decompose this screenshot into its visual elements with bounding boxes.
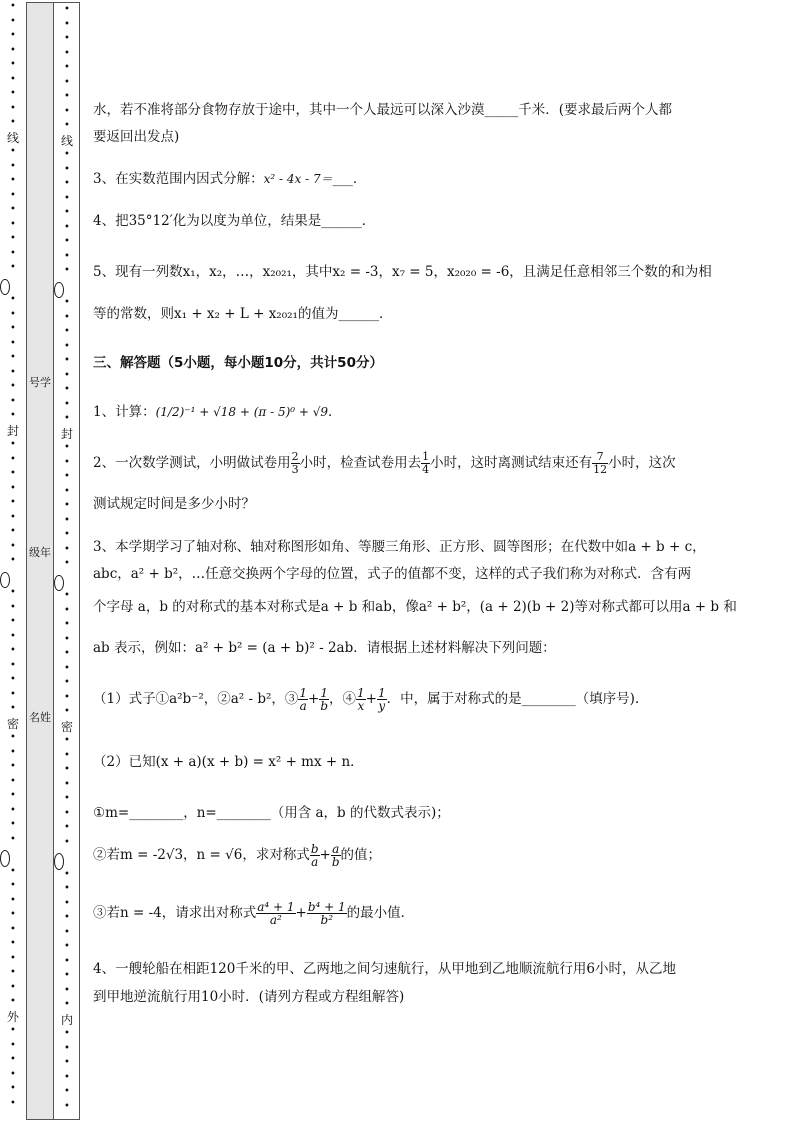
- dot: •: [10, 468, 16, 479]
- dot: •: [10, 189, 16, 201]
- dot: •: [10, 73, 16, 85]
- fraction-2-3: $\frac{2}{3}$: [291, 450, 299, 476]
- dot: •: [10, 88, 16, 99]
- outer-dot-line: [0, 0, 26, 1111]
- dot: •: [10, 439, 16, 450]
- dot: •: [10, 102, 16, 114]
- dot: •: [64, 178, 70, 189]
- dot: •: [10, 1039, 16, 1051]
- dot: •: [64, 442, 70, 453]
- dot: •: [64, 355, 70, 366]
- dot: •: [64, 4, 70, 15]
- dot: •: [64, 47, 70, 59]
- dot: •: [64, 619, 70, 630]
- dot: •: [10, 540, 16, 552]
- dot: •: [64, 691, 70, 703]
- dot: •: [10, 688, 16, 700]
- dot: •: [64, 18, 70, 30]
- dot: •: [64, 590, 70, 601]
- dot: •: [64, 633, 70, 645]
- dot: •: [64, 897, 70, 909]
- outer-binding-column: [0, 0, 26, 1123]
- outer-mark-char: 线: [6, 130, 19, 145]
- dot: •: [64, 384, 70, 395]
- dot: •: [64, 326, 70, 337]
- dot: •: [64, 120, 70, 131]
- dot: •: [64, 868, 70, 880]
- dot: •: [10, 761, 16, 772]
- dot: •: [64, 764, 70, 775]
- dot: •: [10, 938, 16, 949]
- dot: •: [64, 1028, 70, 1039]
- dot: •: [10, 1, 16, 12]
- dot: •: [10, 967, 16, 978]
- dot: •: [64, 749, 70, 761]
- dot: •: [10, 923, 16, 935]
- dot: •: [64, 207, 70, 218]
- dot: •: [64, 984, 70, 996]
- dot: •: [64, 912, 70, 923]
- inner-mark-char: 封: [60, 426, 73, 441]
- dot: •: [64, 471, 70, 482]
- dot: •: [64, 807, 70, 819]
- problem-1: 1、计算：(1/2)⁻¹ + √18 + (π - 5)⁰ + √9．: [93, 404, 342, 420]
- dot: •: [10, 117, 16, 128]
- dot: •: [10, 587, 16, 598]
- dot: •: [64, 543, 70, 555]
- q2-continuation: 水，若不准将部分食物存放于途中，其中一个人最远可以深入沙漠_____千米．(要求最后两个人都: [93, 102, 673, 118]
- dot: •: [10, 233, 16, 244]
- dot: •: [10, 555, 16, 566]
- dot: •: [64, 398, 70, 410]
- dot: •: [10, 497, 16, 508]
- dot: •: [10, 790, 16, 801]
- part-1: （1）式子①a²b⁻²，②a² - b²，③ $\frac{1}{a}$ + $\frac{1}{b}$ ，④ $\frac{1}{x}$ + $\frac{1}{y}$ ．中，属于对称式的是________（填序号).: [93, 686, 640, 713]
- inner-circle-mark: [54, 282, 80, 297]
- dot: •: [10, 775, 16, 787]
- inner-mark-char: 密: [60, 719, 73, 734]
- dot: •: [10, 337, 16, 349]
- dot: •: [10, 833, 16, 845]
- dot: •: [10, 630, 16, 642]
- problem-3-line-4: ab 表示，例如：a² + b² = (a + b)² - 2ab．请根据上述材料解决下列问题：: [93, 640, 556, 656]
- dot: •: [64, 706, 70, 717]
- dot: •: [10, 262, 16, 273]
- inner-binding-column: [54, 2, 80, 1120]
- dot: •: [64, 1086, 70, 1097]
- dot: •: [10, 352, 16, 363]
- dot: •: [10, 1097, 16, 1109]
- dot: •: [64, 793, 70, 804]
- dot: •: [64, 941, 70, 952]
- dot: •: [10, 453, 16, 465]
- fraction-7-12: $\frac{7}{12}$: [593, 450, 608, 476]
- dot: •: [64, 1057, 70, 1068]
- fraction-1-4: $\frac{1}{4}$: [422, 450, 430, 476]
- dot: •: [64, 500, 70, 511]
- dot: •: [10, 218, 16, 230]
- dot: •: [64, 105, 70, 117]
- dot: •: [64, 311, 70, 323]
- dot: •: [10, 659, 16, 671]
- outer-circle-mark: [0, 572, 26, 587]
- dot: •: [10, 204, 16, 215]
- dot: •: [10, 1068, 16, 1080]
- dot: •: [10, 44, 16, 56]
- dot: •: [64, 883, 70, 894]
- dot: •: [64, 265, 70, 276]
- problem-4-line-2: 到甲地逆流航行用10小时．(请列方程或方程组解答): [93, 989, 405, 1005]
- dot: •: [64, 91, 70, 102]
- problem-4-line-1: 4、一艘轮船在相距120千米的甲、乙两地之间匀速航行，从甲地到乙地顺流航行用6小时，从乙地: [93, 961, 676, 977]
- outer-circle-mark: [0, 850, 26, 865]
- inner-mark-char: 线: [60, 133, 73, 148]
- dot: •: [64, 456, 70, 468]
- dot: •: [64, 163, 70, 175]
- dot: •: [10, 674, 16, 685]
- dot: •: [64, 529, 70, 540]
- dot: •: [64, 677, 70, 688]
- dot: •: [10, 732, 16, 743]
- dot: •: [64, 76, 70, 88]
- label-student-number: 号学: [29, 376, 51, 389]
- dot: •: [10, 865, 16, 877]
- dot: •: [64, 735, 70, 746]
- inner-circle-mark: [54, 853, 80, 868]
- inner-dot-line: [54, 3, 80, 1114]
- dot: •: [64, 62, 70, 73]
- dot: •: [10, 294, 16, 305]
- dot: •: [64, 221, 70, 233]
- problem-3-line-2: abc，a² + b²，…任意交换两个字母的位置，式子的值都不变，这样的式子我们称为对称式．含有两: [93, 566, 692, 582]
- label-class: 级年: [29, 546, 51, 559]
- problem-2-line-2: 测试规定时间是多少小时？: [93, 496, 255, 512]
- question-5-line-2: 等的常数，则x₁ + x₂ + L + x₂₀₂₁的值为______．: [93, 306, 393, 322]
- dot: •: [64, 1100, 70, 1112]
- dot: •: [10, 160, 16, 172]
- dot: •: [10, 526, 16, 537]
- dot: •: [10, 366, 16, 378]
- question-5-line-1: 5、现有一列数x₁，x₂，…，x₂₀₂₁，其中x₂ = -3，x₇ = 5，x₂₀₂₀ = -6，且满足任意相邻三个数的和为相: [93, 264, 712, 280]
- dot: •: [64, 822, 70, 833]
- dot: •: [64, 149, 70, 160]
- student-info-strip: [26, 2, 54, 1120]
- dot: •: [64, 413, 70, 424]
- inner-mark-char: 内: [60, 1012, 73, 1027]
- dot: •: [10, 601, 16, 613]
- dot: •: [64, 485, 70, 497]
- dot: •: [10, 746, 16, 758]
- dot: •: [10, 482, 16, 494]
- dot: •: [64, 604, 70, 616]
- dot: •: [10, 410, 16, 421]
- problem-3-line-3: 个字母 a，b 的对称式的基本对称式是a + b 和ab，像a² + b²，(a + 2)(b + 2)等对称式都可以用a + b 和: [93, 599, 737, 615]
- dot: •: [10, 381, 16, 392]
- inner-circle-mark: [54, 575, 80, 590]
- dot: •: [10, 1025, 16, 1036]
- part-2: （2）已知(x + a)(x + b) = x² + mx + n．: [93, 754, 364, 770]
- question-4: 4、把35°12′化为以度为单位，结果是______．: [93, 213, 376, 229]
- outer-mark-char: 密: [6, 716, 19, 731]
- dot: •: [10, 981, 16, 993]
- dot: •: [10, 880, 16, 891]
- part-2-3: ③若n = -4，请求出对称式 $\frac{\text{a⁴ + 1}}{\text{a²}}$ + $\frac{\text{b⁴ + 1}}{\text{b²}}$ 的最小值．: [93, 900, 415, 927]
- dot: •: [10, 146, 16, 157]
- dot: •: [10, 59, 16, 70]
- dot: •: [64, 236, 70, 247]
- dot: •: [10, 323, 16, 334]
- dot: •: [64, 192, 70, 204]
- dot: •: [10, 15, 16, 27]
- dot: •: [64, 778, 70, 790]
- dot: •: [10, 819, 16, 830]
- dot: •: [10, 511, 16, 523]
- dot: •: [10, 1054, 16, 1065]
- dot: •: [64, 970, 70, 981]
- part-2-1: ①m=________，n=________（用含 a，b 的代数式表示)；: [93, 805, 450, 821]
- outer-mark-char: 外: [6, 1009, 19, 1024]
- dot: •: [64, 369, 70, 381]
- dot: •: [64, 1042, 70, 1054]
- dot: •: [64, 297, 70, 308]
- dot: •: [10, 308, 16, 320]
- question-3: 3、在实数范围内因式分解：x² - 4x - 7＝___．: [93, 171, 367, 187]
- dot: •: [10, 894, 16, 906]
- dot: •: [64, 33, 70, 44]
- dot: •: [10, 616, 16, 627]
- dot: •: [10, 703, 16, 714]
- q2-continuation-2: 要返回出发点): [93, 129, 180, 145]
- dot: •: [10, 804, 16, 816]
- part-2-2: ②若m = -2√3，n = √6，求对称式 $\frac{b}{a}$ + $\frac{a}{b}$ 的值；: [93, 842, 382, 869]
- dot: •: [10, 30, 16, 41]
- dot: •: [64, 648, 70, 659]
- dot: •: [10, 952, 16, 964]
- outer-circle-mark: [0, 279, 26, 294]
- dot: •: [64, 926, 70, 938]
- dot: •: [10, 645, 16, 656]
- dot: •: [64, 955, 70, 967]
- outer-mark-char: 封: [6, 423, 19, 438]
- dot: •: [64, 999, 70, 1010]
- dot: •: [10, 1083, 16, 1094]
- dot: •: [10, 247, 16, 259]
- dot: •: [10, 175, 16, 186]
- dot: •: [64, 340, 70, 352]
- dot: •: [64, 836, 70, 848]
- problem-2-line-1: 2、一次数学测试，小明做试卷用 $\frac{2}{3}$ 小时，检查试卷用去 $\frac{1}{4}$ 小时，这时离测试结束还有 $\frac{7}{12}$ 小时，这次: [93, 450, 676, 476]
- dot: •: [64, 1071, 70, 1083]
- dot: •: [64, 514, 70, 526]
- section-title: 三、解答题（5小题，每小题10分，共计50分）: [93, 355, 383, 371]
- dot: •: [10, 395, 16, 407]
- dot: •: [10, 909, 16, 920]
- dot: •: [64, 558, 70, 569]
- dot: •: [64, 662, 70, 674]
- dot: •: [10, 996, 16, 1007]
- problem-3-line-1: 3、本学期学习了轴对称、轴对称图形如角、等腰三角形、正方形、圆等图形；在代数中如a + b + c，: [93, 539, 706, 555]
- label-name: 名姓: [29, 711, 51, 724]
- dot: •: [64, 250, 70, 262]
